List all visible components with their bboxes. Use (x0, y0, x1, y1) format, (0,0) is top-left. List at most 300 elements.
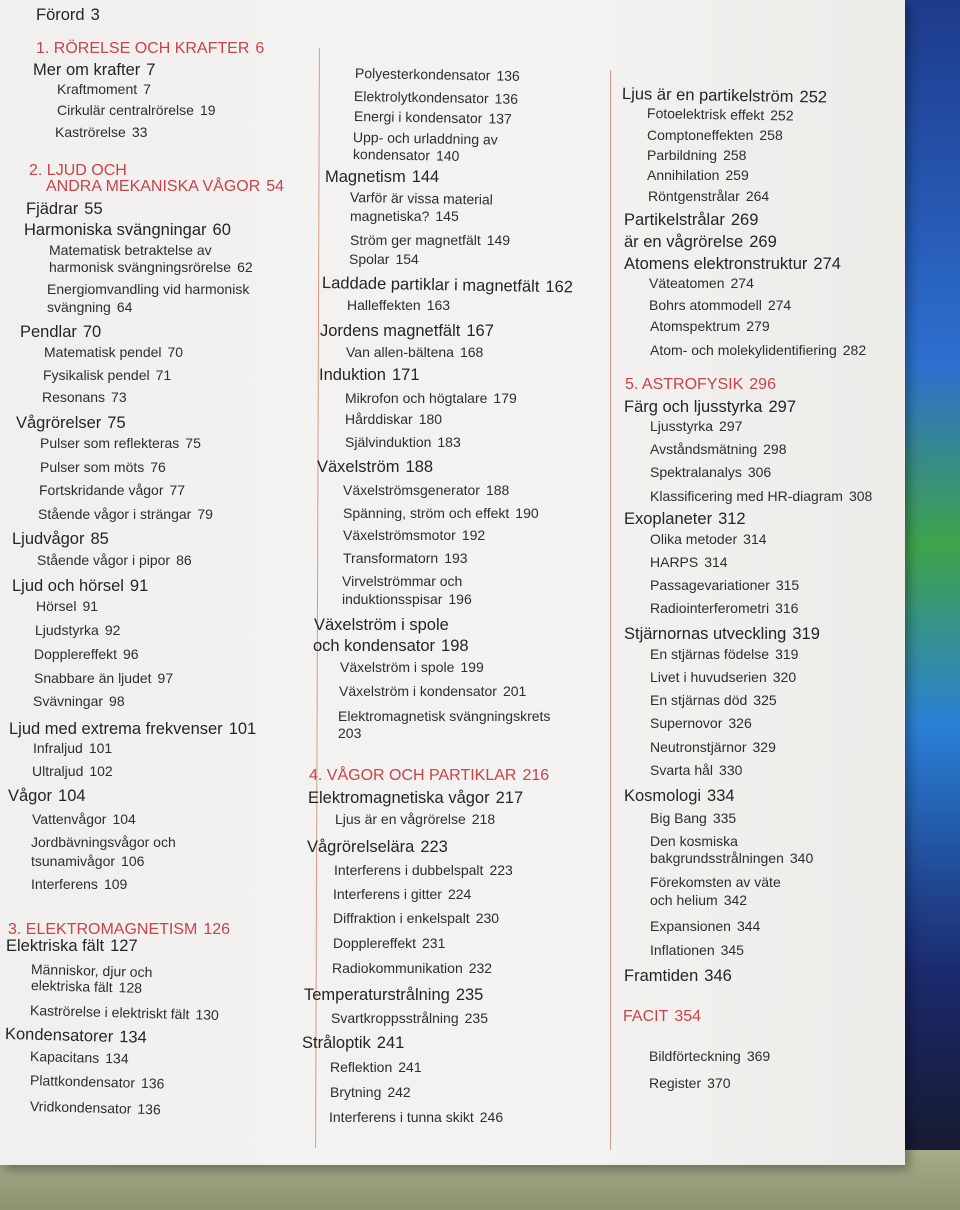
toc-chapter-entry (624, 967, 732, 986)
toc-page-number: 134 (105, 1049, 129, 1067)
toc-chapter-entry (308, 789, 523, 808)
toc-chapter-entry (20, 323, 101, 342)
toc-page-number: 316 (775, 600, 799, 616)
toc-subentry (650, 874, 781, 890)
toc-entry-title: Interferens (31, 876, 98, 892)
toc-subentry (650, 762, 742, 778)
toc-page-number: 345 (720, 942, 744, 958)
toc-entry-title: Kondensatorer (4, 1025, 114, 1046)
toc-page-number: 190 (515, 505, 539, 521)
toc-page-number: 315 (775, 577, 800, 593)
toc-entry-title: Temperaturstrålning (304, 986, 450, 1004)
toc-subentry (34, 670, 173, 686)
toc-entry-title: Spänning, ström och effekt (343, 505, 510, 521)
toc-page-number: 314 (743, 531, 767, 547)
toc-page-number: 297 (719, 418, 743, 434)
toc-entry-title: Ljusstyrka (650, 418, 714, 434)
toc-page-number: 242 (387, 1084, 411, 1100)
toc-entry-title: En stjärnas död (650, 692, 748, 708)
toc-page-number: 171 (391, 366, 420, 384)
toc-entry-title: Energi i kondensator (353, 108, 483, 127)
toc-subentry (650, 318, 770, 334)
toc-entry-title: Avståndsmätning (650, 441, 758, 457)
toc-entry-title: Spolar (349, 251, 390, 267)
toc-page-number: 101 (228, 720, 257, 738)
toc-page-number: 162 (545, 277, 574, 297)
toc-page-number: 297 (768, 398, 796, 416)
toc-page-number: 241 (376, 1034, 405, 1052)
toc-entry-title: Upp- och urladdning av (352, 129, 498, 148)
toc-page-number: 126 (203, 921, 231, 938)
toc-page-number: 98 (109, 693, 125, 709)
toc-entry-title: Stående vågor i pipor (37, 552, 171, 568)
toc-page-number: 201 (502, 683, 527, 699)
toc-subentry (350, 232, 510, 248)
toc-entry-title: Mer om krafter (33, 61, 141, 79)
toc-subentry (650, 646, 798, 662)
toc-page-number: 241 (398, 1059, 422, 1075)
toc-page-number: 274 (813, 255, 841, 273)
toc-entry-title: Jordens magnetfält (320, 322, 461, 340)
toc-entry-title: Hörsel (36, 598, 77, 614)
toc-subentry (338, 725, 361, 741)
toc-page-number: 296 (749, 376, 776, 393)
toc-subentry (38, 506, 213, 522)
toc-subentry (31, 834, 176, 850)
toc-page-number: 136 (140, 1074, 165, 1092)
toc-entry-title: Reflektion (330, 1059, 393, 1075)
toc-entry-title: Pendlar (20, 323, 77, 341)
toc-section-heading (625, 376, 776, 394)
toc-page-number: 223 (420, 838, 448, 856)
toc-page-number: 342 (723, 892, 748, 908)
toc-chapter-entry (16, 414, 126, 433)
toc-entry-title: Ultraljud (32, 763, 84, 779)
toc-entry-title: Radiointerferometri (650, 600, 770, 616)
toc-subentry (30, 1002, 219, 1023)
toc-page-number: 85 (90, 530, 109, 548)
toc-entry-title: Väteatomen (649, 275, 725, 291)
toc-entry-title: Växelström i kondensator (339, 683, 497, 699)
toc-page-number: 91 (129, 577, 149, 595)
toc-page-number: 60 (212, 221, 231, 239)
toc-subentry (44, 344, 183, 360)
toc-entry-title: Framtiden (624, 967, 699, 985)
toc-page-number: 180 (418, 411, 443, 427)
toc-entry-title: Färg och ljusstyrka (624, 398, 763, 416)
toc-page-number: 77 (169, 482, 186, 498)
toc-chapter-entry (6, 937, 138, 956)
toc-subentry (40, 459, 166, 475)
toc-page-number: 33 (131, 124, 148, 140)
toc-page-number: 109 (103, 876, 128, 892)
toc-entry-title: 2. LJUD OCH (29, 162, 127, 179)
toc-entry-title: Expansionen (650, 918, 731, 934)
toc-page-number: 104 (112, 811, 136, 827)
toc-entry-title: Fjädrar (26, 200, 79, 218)
toc-subentry (650, 554, 728, 570)
toc-entry-title: Parbildning (647, 147, 718, 163)
toc-chapter-entry (24, 221, 231, 240)
toc-entry-title: Energiomvandling vid harmonisk (47, 281, 250, 297)
toc-chapter-entry (624, 211, 758, 230)
toc-subentry (334, 862, 513, 878)
toc-subentry (330, 1059, 422, 1075)
toc-chapter-entry (8, 787, 86, 806)
toc-subentry (332, 960, 492, 976)
toc-entry-title: Klassificering med HR-diagram (650, 488, 843, 504)
toc-page-number: 192 (461, 527, 486, 543)
toc-entry-title: Spektralanalys (650, 464, 742, 480)
toc-entry-title: FACIT (623, 1008, 669, 1025)
toc-chapter-entry (307, 838, 448, 857)
toc-subentry (350, 189, 493, 208)
toc-entry-title: Pulser som reflekteras (40, 435, 180, 451)
toc-page-number: 196 (448, 591, 472, 607)
toc-entry-title: Infraljud (33, 740, 83, 756)
toc-page-number: 6 (255, 40, 265, 57)
toc-entry-title: Atomspektrum (650, 318, 741, 334)
toc-page-number: 252 (799, 88, 828, 107)
toc-entry-title: Van allen-bältena (346, 344, 454, 360)
toc-entry-title: Röntgenstrålar (648, 188, 740, 204)
toc-page-number: 312 (718, 510, 746, 528)
toc-page-number: 246 (479, 1109, 504, 1125)
toc-page-number: 264 (745, 188, 770, 204)
toc-entry-title: Olika metoder (650, 531, 738, 547)
toc-entry-title: Ljud med extrema frekvenser (9, 720, 223, 738)
toc-subentry (40, 435, 201, 451)
toc-subentry (647, 105, 794, 124)
toc-subentry (34, 646, 139, 662)
toc-section-heading (46, 178, 284, 196)
toc-entry-title: Bohrs atommodell (649, 297, 762, 313)
toc-entry-title: Snabbare än ljudet (34, 670, 152, 686)
toc-page-number: 230 (475, 910, 500, 926)
toc-entry-title: Svävningar (33, 693, 104, 709)
toc-page-number: 198 (441, 637, 469, 655)
toc-entry-title: och kondensator (313, 637, 436, 655)
toc-page-number: 7 (143, 81, 151, 97)
toc-entry-title: Transformatorn (343, 550, 439, 566)
toc-subentry (30, 1072, 165, 1092)
toc-subentry (649, 275, 754, 291)
toc-entry-title: Elektromagnetisk svängningskrets (338, 708, 551, 724)
toc-entry-title: svängning (47, 299, 111, 315)
toc-entry-title: Big Bang (650, 810, 707, 826)
toc-subentry (32, 811, 136, 827)
toc-entry-title: Växelström i spole (314, 616, 449, 634)
toc-entry-title: Vågrörelser (16, 414, 102, 432)
toc-subentry (343, 505, 539, 521)
toc-page-number: 127 (110, 937, 138, 955)
toc-page-number: 258 (759, 127, 783, 143)
toc-entry-title: Svarta hål (650, 762, 714, 778)
toc-chapter-entry (624, 787, 735, 806)
toc-page-number: 75 (185, 435, 201, 451)
toc-entry-title: Ljudvågor (12, 530, 85, 548)
toc-page-number: 223 (489, 862, 513, 878)
column-divider-1 (315, 48, 320, 1148)
toc-page-number: 369 (746, 1048, 771, 1064)
toc-subentry (650, 342, 866, 358)
toc-page-number: 346 (704, 967, 732, 985)
toc-entry-title: Kaströrelse (55, 124, 126, 140)
toc-page-number: 193 (444, 550, 468, 566)
toc-page-number: 75 (107, 414, 126, 432)
toc-entry-title: Elektriska fält (6, 937, 105, 955)
toc-entry-title: Vridkondensator (29, 1098, 132, 1117)
toc-entry-title: 203 (338, 725, 362, 741)
toc-entry-title: Ljus är en partikelström (621, 85, 794, 106)
toc-entry-title: Ljud och hörsel (12, 577, 124, 595)
toc-page-number: 137 (488, 110, 512, 127)
toc-entry-title: 4. VÅGOR OCH PARTIKLAR (309, 767, 517, 784)
toc-chapter-entry (624, 625, 820, 644)
toc-entry-title: Radiokommunikation (332, 960, 463, 976)
toc-subentry (343, 550, 468, 566)
toc-page-number: 92 (104, 622, 121, 638)
toc-entry-title: Vågor (8, 787, 53, 805)
toc-chapter-entry (319, 366, 420, 385)
toc-chapter-entry (33, 61, 155, 80)
toc-entry-title: Kaströrelse i elektriskt fält (29, 1002, 190, 1023)
toc-subentry (650, 715, 752, 731)
toc-subentry (345, 434, 461, 450)
toc-subentry (333, 935, 445, 951)
toc-entry-title: Varför är vissa material (349, 189, 494, 208)
toc-section-heading (36, 40, 264, 58)
toc-subentry (647, 167, 749, 183)
toc-page-number: 86 (176, 552, 192, 568)
toc-entry-title: Pulser som möts (40, 459, 145, 475)
toc-subentry (353, 129, 498, 148)
toc-subentry (650, 464, 771, 480)
toc-subentry (33, 693, 125, 709)
toc-entry-title: ANDRA MEKANISKA VÅGOR (46, 178, 261, 195)
toc-page-number: 64 (116, 299, 133, 315)
toc-page-number: 252 (770, 107, 794, 124)
toc-chapter-entry (302, 1034, 404, 1053)
toc-page-number: 340 (789, 850, 814, 866)
toc-page-number: 168 (459, 344, 484, 360)
toc-entry-title: Fysikalisk pendel (43, 367, 150, 383)
toc-page-number: 258 (723, 147, 747, 163)
toc-entry-title: Växelström (317, 458, 400, 476)
toc-entry-title: kondensator (352, 146, 431, 164)
toc-entry-title: induktionsspisar (342, 591, 443, 607)
toc-chapter-entry (624, 233, 777, 252)
toc-entry-title: Neutronstjärnor (650, 739, 747, 755)
toc-subentry (333, 910, 499, 926)
toc-page-number: 232 (468, 960, 493, 976)
toc-entry-title: Magnetism (325, 168, 406, 186)
toc-subentry (39, 482, 185, 498)
toc-page-number: 274 (767, 297, 792, 313)
toc-subentry (650, 418, 742, 434)
toc-page-number: 70 (167, 344, 184, 360)
toc-subentry (32, 763, 113, 779)
toc-subentry (650, 942, 744, 958)
toc-subentry (345, 411, 442, 427)
toc-page-number: 140 (435, 147, 460, 164)
toc-chapter-entry (314, 616, 449, 635)
toc-entry-title: Plattkondensator (29, 1072, 136, 1091)
toc-entry-title: Fotoelektrisk effekt (646, 105, 765, 124)
toc-page-number: 259 (725, 167, 749, 183)
toc-entry-title: är en vågrörelse (624, 233, 744, 251)
toc-subentry (57, 102, 216, 118)
toc-chapter-entry (322, 274, 573, 297)
toc-entry-title: Kosmologi (624, 787, 702, 805)
toc-entry-title: Passagevariationer (650, 577, 770, 593)
toc-page-number: 136 (137, 1100, 161, 1118)
toc-subentry (329, 1109, 503, 1125)
toc-entry-title: elektriska fält (30, 977, 113, 996)
toc-page-number: 136 (496, 67, 520, 84)
toc-subentry (647, 147, 746, 163)
toc-page-number: 235 (455, 986, 484, 1004)
toc-subentry (55, 124, 147, 140)
toc-entry-title: Annihilation (647, 167, 720, 183)
toc-entry-title: bakgrundsstrålningen (650, 850, 784, 866)
toc-subentry (342, 591, 472, 607)
toc-page-number: 163 (426, 297, 451, 313)
toc-chapter-entry (313, 637, 469, 656)
toc-subentry (331, 1010, 488, 1026)
toc-subentry (49, 259, 253, 275)
toc-subentry (354, 108, 512, 127)
toc-entry-title: Partikelstrålar (624, 211, 725, 229)
toc-entry-title: Resonans (42, 389, 106, 405)
toc-subentry (650, 577, 799, 593)
toc-subentry (49, 242, 212, 258)
toc-subentry (649, 297, 791, 313)
toc-page-number: 269 (730, 211, 759, 229)
toc-subentry (36, 598, 98, 614)
toc-subentry (338, 708, 550, 724)
toc-page-number: 136 (494, 90, 519, 107)
toc-entry-title: Ström ger magnetfält (350, 232, 481, 248)
toc-subentry (353, 146, 460, 164)
toc-entry-title: HARPS (650, 554, 699, 570)
toc-subentry (650, 531, 767, 547)
toc-entry-title: Förekomsten av väte (650, 874, 781, 890)
toc-entry-title: Halleffekten (347, 297, 421, 313)
toc-subentry (31, 853, 144, 869)
toc-page-number: 154 (395, 251, 419, 267)
toc-entry-title: Förord (36, 6, 85, 24)
toc-entry-title: Kapacitans (29, 1048, 100, 1066)
toc-page-number: 97 (157, 670, 174, 686)
toc-page-number: 19 (199, 102, 216, 118)
toc-entry-title: Växelström i spole (340, 659, 455, 675)
toc-entry-title: Interferens i dubbelspalt (334, 862, 484, 878)
toc-entry-title: Supernovor (650, 715, 723, 731)
toc-entry-title: Stjärnornas utveckling (624, 625, 787, 643)
toc-entry-title: 3. ELEKTROMAGNETISM (8, 921, 198, 938)
toc-chapter-entry (12, 577, 148, 596)
toc-subentry (346, 344, 483, 360)
toc-entry-title: Jordbävningsvågor och (31, 834, 176, 850)
toc-entry-title: harmonisk svängningsrörelse (49, 259, 232, 275)
column-divider-2 (610, 70, 611, 1150)
toc-page-number: 149 (486, 232, 511, 248)
toc-subentry (650, 488, 872, 504)
toc-subentry (647, 127, 783, 143)
toc-entry-title: Mikrofon och högtalare (345, 390, 488, 406)
toc-page-number: 218 (471, 811, 496, 827)
toc-entry-title: Kraftmoment (57, 81, 138, 97)
toc-entry-title: Människor, djur och (30, 961, 153, 981)
toc-page-number: 354 (674, 1008, 702, 1025)
toc-entry-title: Bildförteckning (649, 1048, 741, 1064)
toc-subentry (354, 88, 518, 107)
toc-page-number: 216 (522, 767, 550, 784)
toc-page-number: 145 (435, 208, 459, 224)
toc-entry-title: Interferens i tunna skikt (329, 1109, 474, 1125)
toc-page-number: 325 (753, 692, 777, 708)
toc-subentry (650, 918, 760, 934)
toc-subentry (650, 692, 777, 708)
toc-entry-title: Exoplaneter (624, 510, 713, 528)
toc-section-heading (309, 767, 549, 785)
toc-subentry (340, 659, 484, 675)
toc-subentry (345, 390, 517, 406)
toc-subentry (648, 188, 769, 204)
toc-subentry (649, 1075, 731, 1091)
toc-subentry (31, 977, 142, 996)
toc-page-number: 7 (146, 61, 156, 79)
toc-subentry (343, 482, 509, 498)
toc-subentry (30, 1048, 129, 1067)
toc-entry-title: Diffraktion i enkelspalt (333, 910, 470, 926)
toc-page-number: 306 (747, 464, 772, 480)
toc-entry-title: Vattenvågor (32, 811, 107, 827)
toc-page-number: 279 (746, 318, 770, 334)
toc-entry-title: Matematisk pendel (44, 344, 162, 360)
toc-page-number: 188 (485, 482, 510, 498)
toc-chapter-entry (304, 986, 483, 1005)
toc-subentry (47, 281, 249, 297)
toc-entry-title: Matematisk betraktelse av (49, 242, 212, 258)
toc-entry-title: Atom- och molekylidentifiering (650, 342, 837, 358)
toc-page-number: 319 (775, 646, 799, 662)
toc-chapter-entry (320, 322, 494, 341)
toc-entry-title: tsunamivågor (31, 853, 116, 869)
toc-entry-title: Polyesterkondensator (354, 65, 491, 84)
toc-page-number: 76 (150, 459, 166, 475)
toc-page-number: 235 (464, 1010, 488, 1026)
toc-entry-title: Elektrolytkondensator (353, 88, 489, 107)
toc-page-number: 73 (111, 389, 127, 405)
toc-subentry (649, 1048, 770, 1064)
toc-page-number: 62 (237, 259, 253, 275)
toc-subentry (335, 811, 495, 827)
toc-entry-title: Den kosmiska (650, 833, 738, 849)
toc-page-number: 144 (411, 168, 440, 186)
toc-page-number: 370 (707, 1075, 731, 1091)
toc-page-number: 314 (704, 554, 728, 570)
toc-entry-title: och helium (650, 892, 718, 908)
toc-entry-title: Stående vågor i strängar (38, 506, 192, 522)
toc-subentry (33, 740, 112, 756)
toc-entry-title: Vågrörelselära (307, 838, 415, 856)
toc-subentry (650, 850, 813, 866)
toc-subentry (37, 552, 192, 568)
toc-page-number: 179 (493, 390, 517, 406)
toc-page-number: 130 (195, 1006, 220, 1023)
